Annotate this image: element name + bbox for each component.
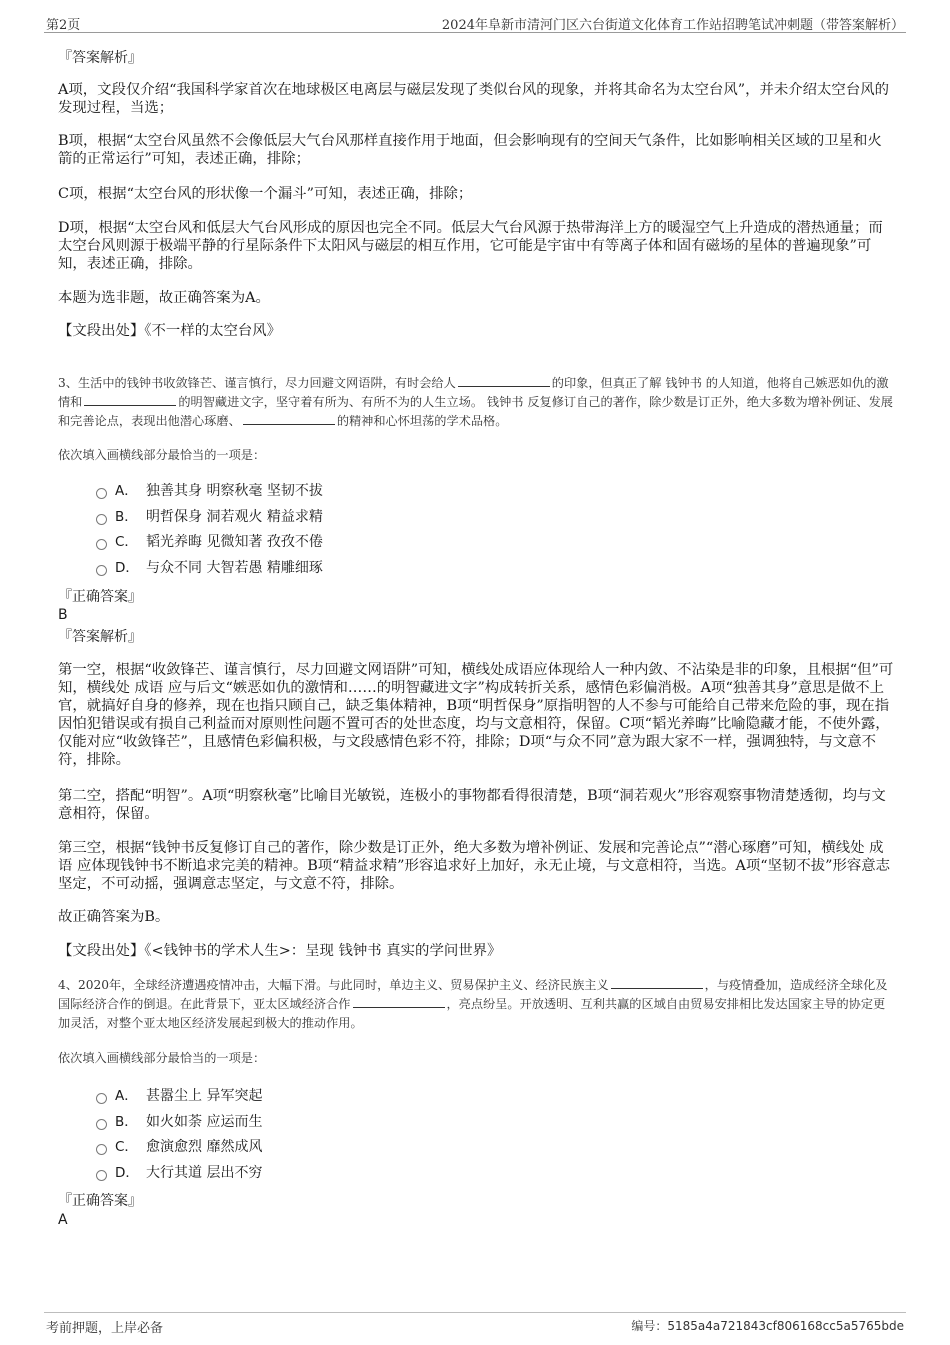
q2-analysis-b: B项，根据“太空台风虽然不会像低层大气台风那样直接作用于地面，但会影响现有的空间天气条件，比如影响相关区域的卫星和火箭的正常运行”可知，表述正确，排除； bbox=[58, 133, 882, 167]
q3-analysis-2: 第二空，搭配“明智”。A项“明察秋毫”比喻目光敏锐，连极小的事物都看得很清楚，B项“洞若观火”形容观察事物清楚透彻，均与文意相符，保留。 bbox=[58, 788, 886, 822]
q3-instruction: 依次填入画横线部分最恰当的一项是： bbox=[58, 448, 266, 462]
q3-source: 【文段出处】《<钱钟书的学术人生>：呈现 钱钟书 真实的学问世界》 bbox=[58, 943, 502, 959]
serial-label: 编号： bbox=[631, 1319, 668, 1333]
q4-stem-part3: ，亮点纷呈。开放透明、互利共赢的区域自由贸易安排相比发达国家主导的协定更加灵活，对整个亚太地区经济发展起到极大的推动作用。 bbox=[58, 997, 886, 1030]
q3-stem-part3: 的明智藏进文字，坚守着有所为、有所不为的人生立场。 钱钟书 反复修订自己的著作，除少数是订正外，绝大多数为增补例证、发展和完善论点，表现出他潜心琢磨、 bbox=[58, 395, 893, 428]
q3-stem-part4: 的精神和心怀坦荡的学术品格。 bbox=[336, 414, 508, 428]
q2-analysis-a: A项，文段仅介绍“我国科学家首次在地球极区电离层与磁层发现了类似台风的现象，并将其命名为太空台风”，并未介绍太空台风的发现过程，当选； bbox=[58, 82, 889, 116]
page-footer bbox=[44, 1312, 906, 1335]
q3-analysis-1: 第一空，根据“收敛锋芒、谨言慎行，尽力回避文网语阱”可知，横线处成语应体现给人一种内敛、不沾染是非的印象，且根据“但”可知，横线处 成语 应与后文“嫉恶如仇的激情和……的明智藏进文字”构成转折关系，感情色彩偏消极。A项“独善其身”意思是做不上官，就搞好自身的修养，现在也指只顾自己，缺乏集体精神，B项“明哲保身”原指明智的人不参与可能给自己带来危险的事，现在指因怕犯错误或有损自己利益而对原则性问题不置可否的处世态度，均与文意相符，保留。C项“韬光养晦”比喻隐藏才能，不使外露，仅能对应“收敛锋芒”，且感情色彩偏积极，与文段感情色彩不符，排除；D项“与众不同”意为跟大家不一样，强调独特，与文意不符，排除。 bbox=[58, 662, 894, 768]
q2-analysis-d: D项，根据“太空台风和低层大气台风形成的原因也完全不同。低层大气台风源于热带海洋上方的暖湿空气上升造成的潜热通量；而太空台风则源于极端平静的行星际条件下太阳风与磁层的相互作用，它可能是宇宙中有等离子体和固有磁场的星体的普遍现象”可知，表述正确，排除。 bbox=[58, 220, 883, 272]
radio-icon[interactable] bbox=[96, 539, 107, 550]
q3-blank-2 bbox=[84, 394, 176, 406]
q4-option-a[interactable]: A． 甚嚣尘上 异军突起 bbox=[96, 1087, 496, 1113]
q4-instruction: 依次填入画横线部分最恰当的一项是： bbox=[58, 1051, 266, 1065]
q2-source: 【文段出处】《不一样的太空台风》 bbox=[58, 323, 282, 339]
radio-icon[interactable] bbox=[96, 1093, 107, 1104]
q3-stem-part2: 的印象，但真正了解 钱钟书 的人知道，他将自己嫉恶如仇的激情和 bbox=[58, 376, 889, 409]
q4-blank-1 bbox=[611, 977, 703, 989]
footer-slogan: 考前押题，上岸必备 bbox=[46, 1321, 164, 1336]
footer-serial bbox=[631, 1317, 904, 1334]
q3-option-c[interactable]: C． 韬光养晦 见微知著 孜孜不倦 bbox=[96, 533, 496, 559]
q3-stem bbox=[58, 374, 894, 431]
q3-conclusion: 故正确答案为B。 bbox=[58, 909, 170, 925]
q4-stem bbox=[58, 976, 894, 1033]
q3-option-b[interactable]: B． 明哲保身 洞若观火 精益求精 bbox=[96, 508, 496, 534]
q4-option-c[interactable]: C． 愈演愈烈 靡然成风 bbox=[96, 1138, 496, 1164]
q4-answer-label: 『正确答案』 bbox=[58, 1193, 142, 1209]
radio-icon[interactable] bbox=[96, 514, 107, 525]
q3-analysis-3: 第三空，根据“钱钟书反复修订自己的著作，除少数是订正外，绝大多数为增补例证、发展和完善论点”“潜心琢磨”可知，横线处 成语 应体现钱钟书不断追求完美的精神。B项“精益求精”形容追求好上加好，永无止境，与文意相符，当选。A项“坚韧不拔”形容意志坚定，不可动摇，强调意志坚定，与文意不符，排除。 bbox=[58, 840, 891, 892]
q3-blank-3 bbox=[243, 413, 335, 425]
page-header bbox=[44, 10, 906, 33]
page-number: 第2页 bbox=[46, 18, 81, 33]
q4-blank-2 bbox=[353, 996, 445, 1008]
q4-answer: A bbox=[58, 1212, 68, 1228]
q3-stem-part1: 3、生活中的钱钟书收敛锋芒、谨言慎行，尽力回避文网语阱，有时会给人 bbox=[58, 376, 456, 390]
radio-icon[interactable] bbox=[96, 488, 107, 499]
document-title: 2024年阜新市清河门区六台街道文化体育工作站招聘笔试冲刺题（带答案解析） bbox=[441, 18, 904, 33]
q3-option-d[interactable]: D． 与众不同 大智若愚 精雕细琢 bbox=[96, 559, 496, 585]
q3-analysis-label: 『答案解析』 bbox=[58, 629, 142, 645]
q3-answer: B bbox=[58, 607, 68, 623]
radio-icon[interactable] bbox=[96, 1144, 107, 1155]
q3-options bbox=[96, 482, 496, 584]
q4-stem-part1: 4、2020年，全球经济遭遇疫情冲击，大幅下滑。与此同时，单边主义、贸易保护主义、经济民族主义 bbox=[58, 978, 609, 992]
q3-blank-1 bbox=[458, 375, 550, 387]
serial-number: 5185a4a721843cf806168cc5a5765bde bbox=[667, 1319, 904, 1333]
q2-conclusion: 本题为选非题，故正确答案为A。 bbox=[58, 290, 270, 306]
q4-option-b[interactable]: B． 如火如荼 应运而生 bbox=[96, 1113, 496, 1139]
q3-answer-label: 『正确答案』 bbox=[58, 589, 142, 605]
q4-option-d[interactable]: D． 大行其道 层出不穷 bbox=[96, 1164, 496, 1190]
radio-icon[interactable] bbox=[96, 1170, 107, 1181]
radio-icon[interactable] bbox=[96, 1119, 107, 1130]
q2-analysis-label: 『答案解析』 bbox=[58, 50, 142, 66]
q4-stem-part2: ，与疫情叠加，造成经济全球化及国际经济合作的倒退。在此背景下，亚太区域经济合作 bbox=[58, 978, 888, 1011]
radio-icon[interactable] bbox=[96, 565, 107, 576]
q4-options bbox=[96, 1087, 496, 1189]
q3-option-a[interactable]: A． 独善其身 明察秋毫 坚韧不拔 bbox=[96, 482, 496, 508]
q2-analysis-c: C项，根据“太空台风的形状像一个漏斗”可知，表述正确，排除； bbox=[58, 186, 473, 202]
